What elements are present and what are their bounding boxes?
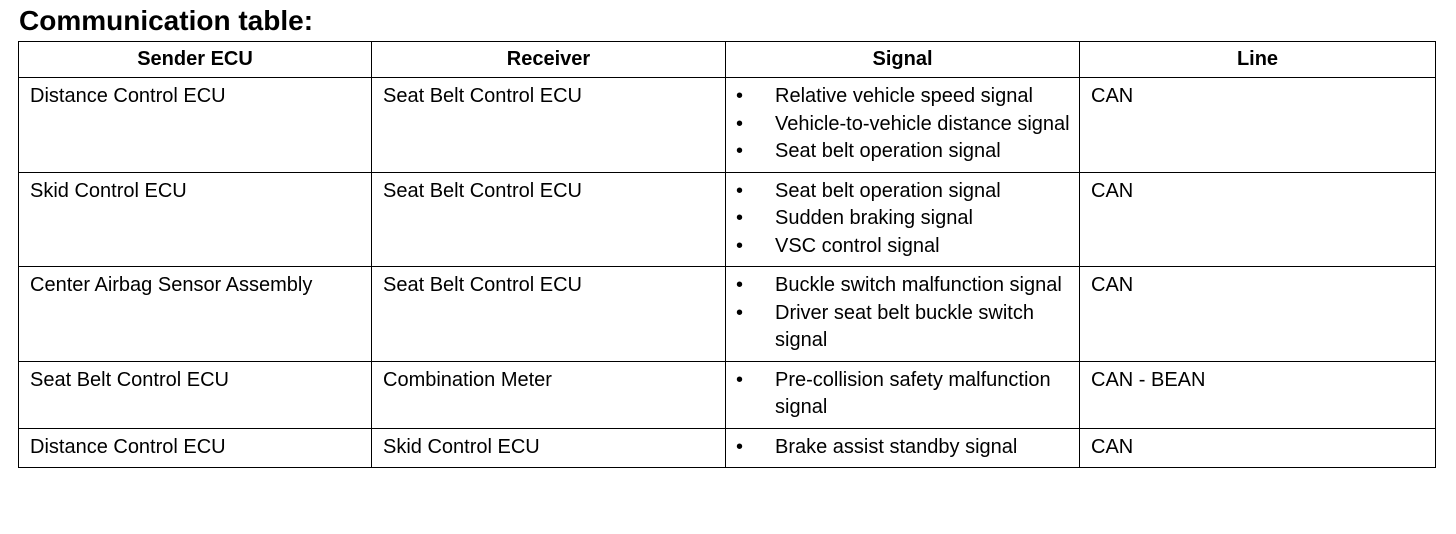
bullet-icon: • <box>736 368 744 391</box>
sender-cell: Skid Control ECU <box>19 172 372 267</box>
signal-item <box>736 83 1071 111</box>
header-receiver: Receiver <box>372 42 726 78</box>
signal-text: Seat belt operation signal <box>775 179 1001 202</box>
signal-text: Sudden braking signal <box>775 207 973 229</box>
line-cell: CAN <box>1080 428 1436 468</box>
signal-item <box>736 178 1071 206</box>
signal-list <box>736 272 1071 355</box>
line-cell: CAN - BEAN <box>1080 361 1436 428</box>
signal-item <box>736 138 1071 166</box>
signal-text: Brake assist standby signal <box>775 435 1018 458</box>
communication-table <box>18 41 1436 468</box>
sender-cell: Distance Control ECU <box>19 428 372 468</box>
table-row <box>19 361 1436 428</box>
bullet-icon: • <box>736 140 744 162</box>
table-row <box>19 78 1436 173</box>
header-signal: Signal <box>726 42 1080 78</box>
bullet-icon: • <box>736 301 744 324</box>
signal-text: Seat belt operation signal <box>775 140 1001 162</box>
signal-item <box>736 367 1071 422</box>
signal-item <box>736 233 1071 261</box>
bullet-icon: • <box>736 207 744 229</box>
table-row <box>19 172 1436 267</box>
bullet-icon: • <box>736 112 744 135</box>
signal-list <box>736 83 1071 166</box>
receiver-cell: Skid Control ECU <box>372 428 726 468</box>
receiver-cell: Combination Meter <box>372 361 726 428</box>
signal-cell <box>726 267 1080 362</box>
bullet-icon: • <box>736 85 744 107</box>
signal-list <box>736 178 1071 261</box>
signal-text: Buckle switch malfunction signal <box>775 274 1062 296</box>
signal-item <box>736 300 1071 355</box>
signal-text: Pre-collision safety malfunction signal <box>775 368 1051 418</box>
signal-item <box>736 205 1071 233</box>
header-line: Line <box>1080 42 1436 78</box>
table-row <box>19 428 1436 468</box>
receiver-cell: Seat Belt Control ECU <box>372 78 726 173</box>
signal-cell <box>726 78 1080 173</box>
signal-cell <box>726 361 1080 428</box>
sender-cell: Distance Control ECU <box>19 78 372 173</box>
line-cell: CAN <box>1080 78 1436 173</box>
table-header-row <box>19 42 1436 78</box>
header-sender-ecu: Sender ECU <box>19 42 372 78</box>
sender-cell: Center Airbag Sensor Assembly <box>19 267 372 362</box>
signal-item <box>736 272 1071 300</box>
signal-cell <box>726 428 1080 468</box>
sender-cell: Seat Belt Control ECU <box>19 361 372 428</box>
signal-item <box>736 111 1071 139</box>
signal-text: Driver seat belt buckle switch signal <box>775 301 1034 351</box>
page-title: Communication table: <box>19 5 314 36</box>
bullet-icon: • <box>736 234 744 257</box>
signal-list <box>736 367 1071 422</box>
signal-item <box>736 434 1071 462</box>
receiver-cell: Seat Belt Control ECU <box>372 172 726 267</box>
signal-text: Vehicle-to-vehicle distance signal <box>775 112 1070 135</box>
signal-list <box>736 434 1071 462</box>
bullet-icon: • <box>736 274 744 296</box>
signal-text: Relative vehicle speed signal <box>775 85 1033 107</box>
signal-text: VSC control signal <box>775 234 940 257</box>
receiver-cell: Seat Belt Control ECU <box>372 267 726 362</box>
line-cell: CAN <box>1080 267 1436 362</box>
bullet-icon: • <box>736 179 744 202</box>
table-row <box>19 267 1436 362</box>
signal-cell <box>726 172 1080 267</box>
line-cell: CAN <box>1080 172 1436 267</box>
bullet-icon: • <box>736 435 744 458</box>
